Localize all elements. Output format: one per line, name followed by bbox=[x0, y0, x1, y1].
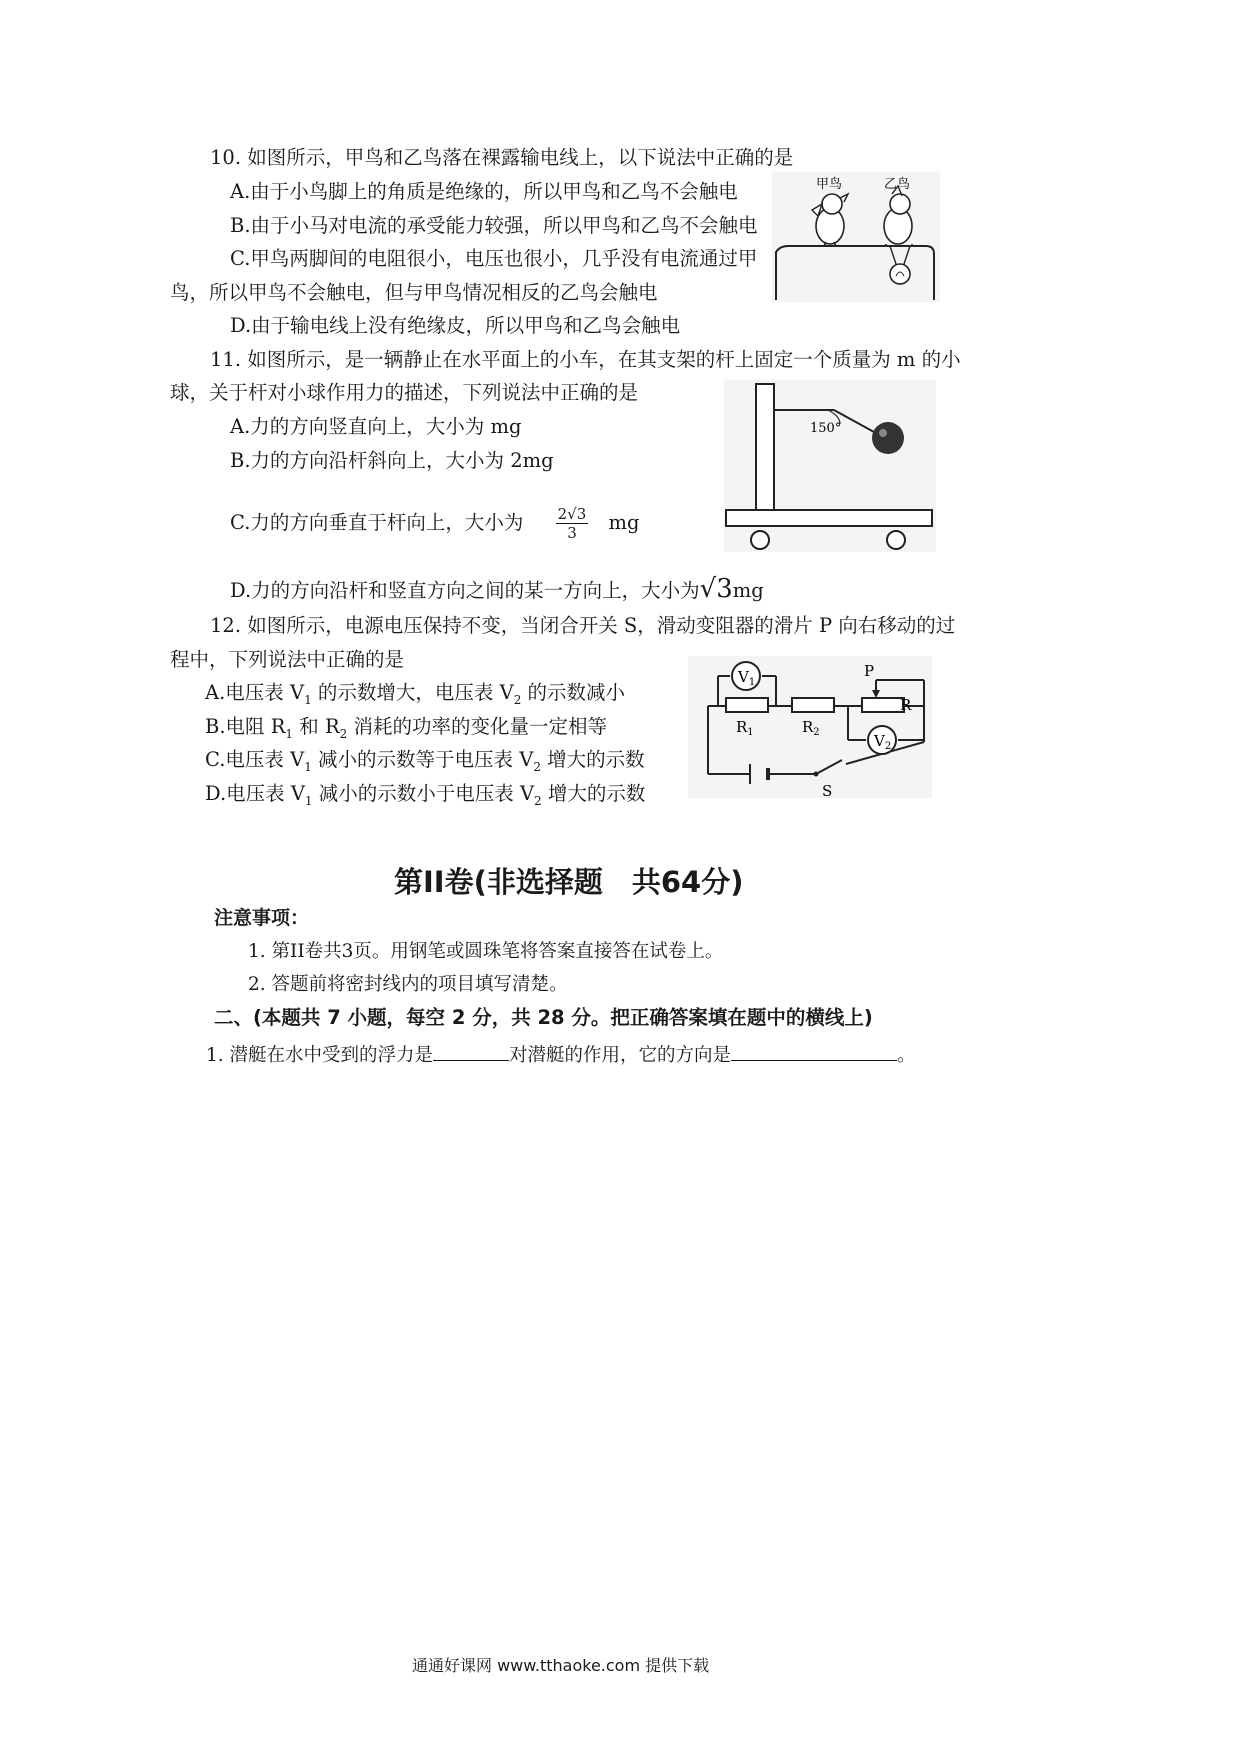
birds-figure bbox=[772, 172, 940, 302]
part2-title: 二、(本题共 7 小题，每空 2 分，共 28 分。把正确答案填在题中的横线上) bbox=[214, 1006, 873, 1029]
part2-q1: 1. 潜艇在水中受到的浮力是 对潜艇的作用，它的方向是 。 bbox=[206, 1040, 916, 1068]
q10-stem: 10. 如图所示，甲鸟和乙鸟落在裸露输电线上，以下说法中正确的是 bbox=[210, 146, 794, 169]
section2-title: 第II卷(非选择题 共64分) bbox=[394, 865, 744, 899]
q11-option-d bbox=[230, 574, 764, 604]
r2-label: $R_2$ bbox=[802, 718, 820, 738]
cart-figure bbox=[724, 380, 936, 552]
ball bbox=[872, 422, 904, 454]
q11-option-d-unit: mg bbox=[732, 579, 764, 602]
answer-blank-2[interactable] bbox=[731, 1040, 897, 1061]
q12-option-a: A.电压表 $V_1$ 的示数增大，电压表 $V_2$ 的示数减小 bbox=[205, 681, 626, 707]
v1-label: $V_1$ bbox=[738, 668, 756, 688]
r1-label: $R_1$ bbox=[736, 718, 754, 738]
note-2: 2. 答题前将密封线内的项目填写清楚。 bbox=[248, 974, 568, 995]
slider-arrow bbox=[872, 690, 880, 698]
q11-option-b: B.力的方向沿杆斜向上，大小为 2mg bbox=[230, 449, 554, 472]
cart-post bbox=[756, 384, 774, 510]
q12-stem-cont: 程中，下列说法中正确的是 bbox=[170, 648, 405, 671]
p-label: P bbox=[864, 662, 875, 680]
answer-blank-1[interactable] bbox=[433, 1040, 509, 1061]
q12-option-c: C.电压表 $V_1$ 减小的示数等于电压表 $V_2$ 增大的示数 bbox=[205, 748, 645, 774]
q11-option-d-sqrt: √3 bbox=[699, 574, 733, 604]
q11-option-c bbox=[230, 503, 639, 543]
bird-yi-shape bbox=[884, 186, 912, 246]
s-label: S bbox=[822, 782, 833, 798]
q10-option-b: B.由于小马对电流的承受能力较强，所以甲鸟和乙鸟不会触电 bbox=[230, 214, 758, 237]
cart-illustration bbox=[724, 380, 936, 552]
r-label: R bbox=[900, 696, 912, 714]
q12-stem: 12. 如图所示，电源电压保持不变，当闭合开关 S，滑动变阻器的滑片 P 向右移动的过 bbox=[210, 614, 956, 637]
circuit-diagram bbox=[688, 656, 932, 798]
fraction-numerator: 2√3 bbox=[557, 505, 587, 523]
bulb-shape bbox=[890, 246, 910, 284]
q10-option-c-cont: 鸟，所以甲鸟不会触电，但与甲鸟情况相反的乙鸟会触电 bbox=[170, 281, 658, 304]
q10-option-a: A.由于小鸟脚上的角质是绝缘的，所以甲鸟和乙鸟不会触电 bbox=[230, 180, 738, 203]
wheel-right bbox=[887, 531, 905, 549]
circuit-figure bbox=[688, 656, 932, 798]
q11-option-c-text: C.力的方向垂直于杆向上，大小为 bbox=[230, 511, 524, 534]
label-jia: 甲鸟 bbox=[816, 177, 843, 192]
q10-option-c: C.甲鸟两脚间的电阻很小，电压也很小，几乎没有电流通过甲 bbox=[230, 247, 758, 270]
q11-stem: 11. 如图所示，是一辆静止在水平面上的小车，在其支架的杆上固定一个质量为 m 的小 bbox=[210, 348, 961, 371]
q11-option-c-fraction bbox=[556, 505, 589, 542]
q11-stem-cont: 球，关于杆对小球作用力的描述，下列说法中正确的是 bbox=[170, 381, 639, 404]
cart-body bbox=[726, 510, 932, 526]
footer: 通通好课网 www.tthaoke.com 提供下载 bbox=[412, 1656, 710, 1675]
notes-title: 注意事项： bbox=[214, 907, 310, 929]
bird-jia-shape bbox=[812, 194, 848, 246]
q11-option-c-unit: mg bbox=[608, 511, 640, 534]
q11-option-d-text: D.力的方向沿杆和竖直方向之间的某一方向上，大小为 bbox=[230, 579, 700, 602]
angle-label: 150° bbox=[810, 421, 842, 436]
q12-option-d: D.电压表 $V_1$ 减小的示数小于电压表 $V_2$ 增大的示数 bbox=[205, 782, 646, 808]
birds-illustration bbox=[772, 172, 940, 302]
fraction-denominator: 3 bbox=[567, 524, 577, 542]
q12-option-b: B.电阻 $R_1$ 和 $R_2$ 消耗的功率的变化量一定相等 bbox=[205, 715, 607, 741]
q10-option-d: D.由于输电线上没有绝缘皮，所以甲鸟和乙鸟会触电 bbox=[230, 314, 681, 337]
note-1: 1. 第II卷共3页。用钢笔或圆珠笔将答案直接答在试卷上。 bbox=[248, 941, 724, 962]
v2-label: $V_2$ bbox=[874, 732, 892, 752]
wheel-left bbox=[751, 531, 769, 549]
q11-option-a: A.力的方向竖直向上，大小为 mg bbox=[230, 415, 522, 438]
switch-blade bbox=[816, 760, 842, 774]
label-yi: 乙鸟 bbox=[884, 177, 911, 192]
